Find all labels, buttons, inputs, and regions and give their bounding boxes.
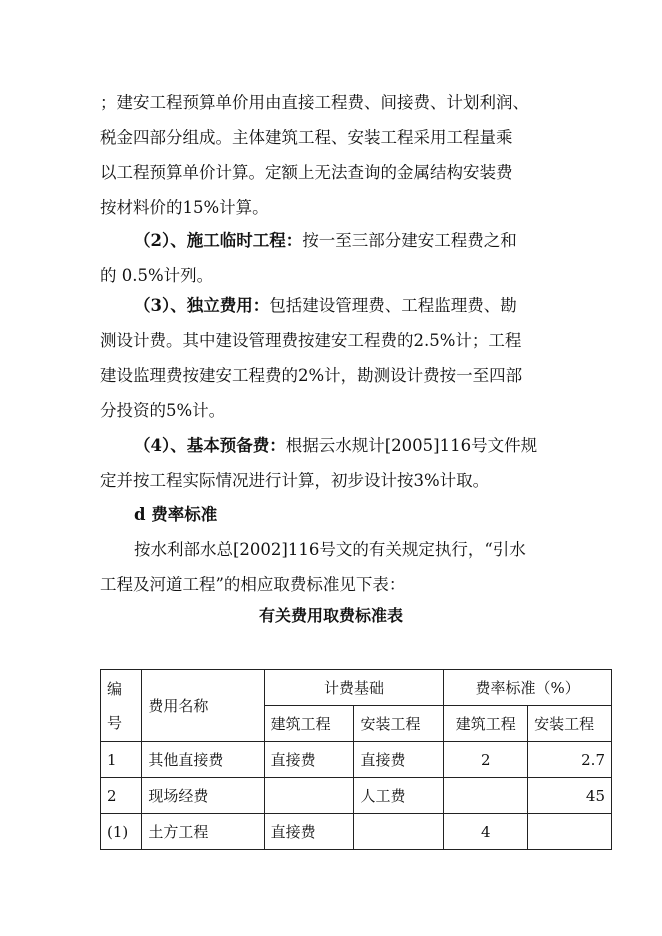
header-number: 编 号 [101,670,142,742]
cell-rate-installation: 45 [528,778,612,814]
header-basis-installation: 安装工程 [354,706,444,742]
cell-rate-building: 4 [444,814,528,850]
text-line: 定并按工程实际情况进行计算，初步设计按3%计取。 [100,471,490,490]
header-fee-rate: 费率标准（%） [444,670,612,706]
item-label: （3）、独立费用： [134,296,270,315]
cell-rate-installation [528,814,612,850]
cell-basis-building: 直接费 [264,742,354,778]
cell-fee-name: 其他直接费 [142,742,264,778]
text-line: 分投资的5%计。 [100,401,226,420]
text-line: 税金四部分组成。主体建筑工程、安装工程采用工程量乘 [100,128,513,147]
text-line: 工程及河道工程”的相应取费标准见下表： [100,575,406,594]
text-line: 按材料价的15%计算。 [100,198,269,217]
item-label: （4）、基本预备费： [134,436,286,455]
cell-rate-building [444,778,528,814]
cell-fee-name: 现场经费 [142,778,264,814]
text-line: 以工程预算单价计算。定额上无法查询的金属结构安装费 [100,163,513,182]
paragraph-construction-unit-price [100,85,570,225]
paragraph-independent-costs [100,288,570,428]
header-fee-basis: 计费基础 [264,670,444,706]
item-label: （2）、施工临时工程： [134,231,303,250]
paragraph-fee-standard [100,532,570,602]
cell-rate-installation: 2.7 [528,742,612,778]
table-row [101,814,612,850]
table-header-row [101,670,612,706]
section-heading: d 费率标准 [134,505,218,524]
table-row [101,742,612,778]
fee-rate-table [100,669,612,850]
text-line [100,223,570,258]
text-line: 测设计费。其中建设管理费按建安工程费的2.5%计；工程 [100,331,522,350]
cell-basis-installation: 人工费 [354,778,444,814]
cell-basis-installation [354,814,444,850]
header-rate-building: 建筑工程 [444,706,528,742]
header-fee-name: 费用名称 [142,670,264,742]
cell-basis-building: 直接费 [264,814,354,850]
header-basis-building: 建筑工程 [264,706,354,742]
cell-number: 1 [101,742,142,778]
item-text: 根据云水规计[2005]116号文件规 [285,436,538,455]
paragraph-temporary-works [100,223,570,293]
table-title: 有关费用取费标准表 [258,606,403,625]
text-line [100,288,570,323]
cell-basis-installation: 直接费 [354,742,444,778]
text-line: 按水利部水总[2002]116号文的有关规定执行，“引水 [134,540,526,559]
header-rate-installation: 安装工程 [528,706,612,742]
cell-fee-name: 土方工程 [142,814,264,850]
cell-number: 2 [101,778,142,814]
text-line: ；建安工程预算单价用由直接工程费、间接费、计划利润、 [100,93,529,112]
item-text: 包括建设管理费、工程监理费、勘 [269,296,517,315]
cell-rate-building: 2 [444,742,528,778]
text-line: 建设监理费按建安工程费的2%计，勘测设计费按一至四部 [100,366,523,385]
cell-basis-building [264,778,354,814]
text-line [100,428,570,463]
table-row [101,778,612,814]
paragraph-basic-reserve [100,428,570,498]
text-line: 的 0.5%计列。 [100,266,214,285]
cell-number: (1) [101,814,142,850]
item-text: 按一至三部分建安工程费之和 [302,231,517,250]
